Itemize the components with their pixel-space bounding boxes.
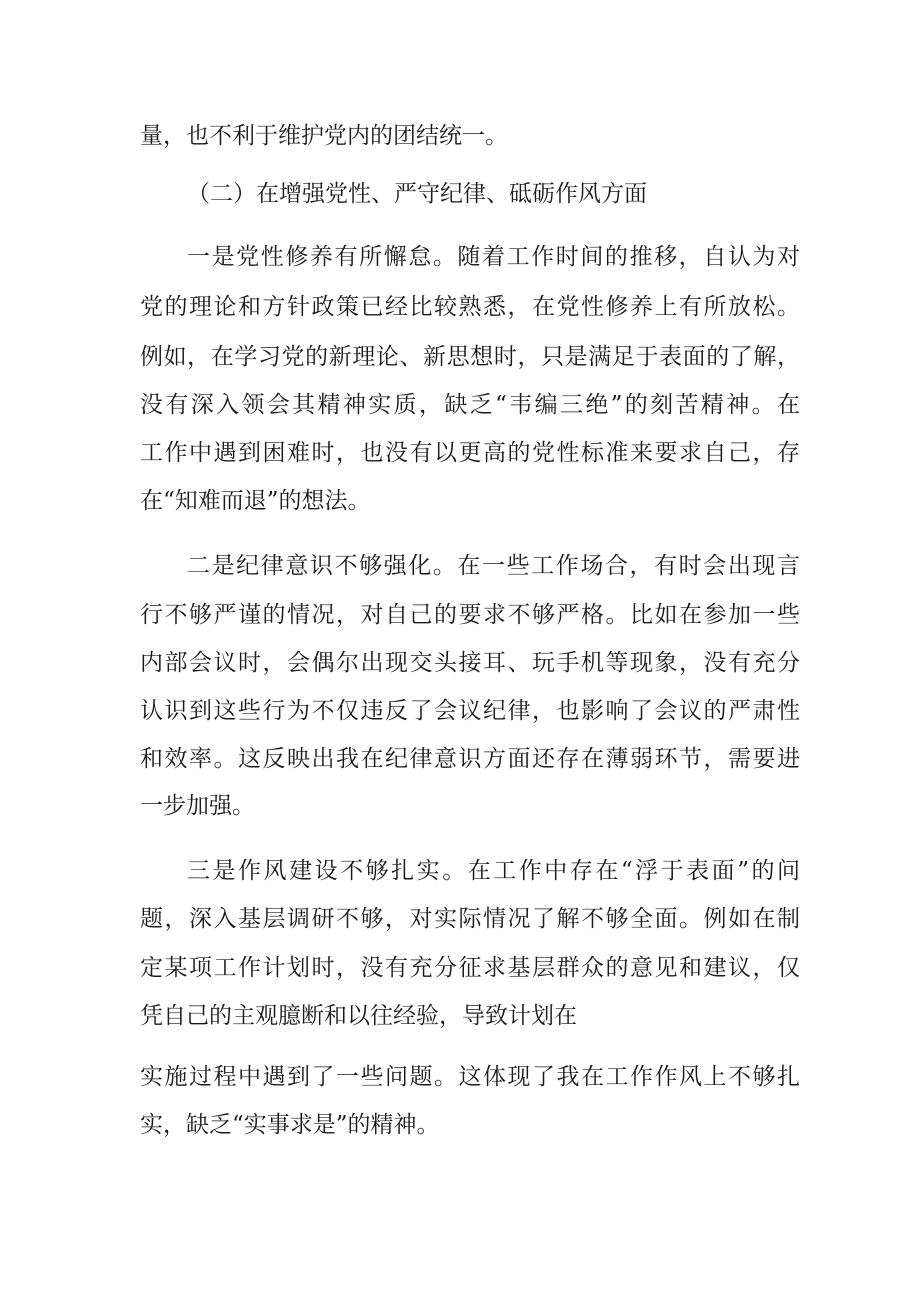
- paragraph-line: 一是党性修养有所懈怠。随着工作时间的推移，自认为对: [187, 244, 800, 270]
- paragraph-line: 在“知难而退”的想法。: [140, 488, 371, 514]
- paragraph-line: 实施过程中遇到了一些问题。这体现了我在工作作风上不够扎: [140, 1064, 800, 1090]
- paragraph-line: 量，也不利于维护党内的团结统一。: [140, 123, 508, 149]
- paragraph-line: 党的理论和方针政策已经比较熟悉，在党性修养上有所放松。: [140, 294, 800, 320]
- paragraph-line: 定某项工作计划时，没有充分征求基层群众的意见和建议，仅: [140, 955, 800, 981]
- section-heading: （二）在增强党性、严守纪律、砥砺作风方面: [187, 181, 647, 207]
- paragraph-line: 一步加强。: [140, 793, 255, 819]
- paragraph-line: 和效率。这反映出我在纪律意识方面还存在薄弱环节，需要进: [140, 746, 800, 772]
- paragraph-line: 二是纪律意识不够强化。在一些工作场合，有时会出现言: [187, 553, 800, 579]
- paragraph-line: 例如，在学习党的新理论、新思想时，只是满足于表面的了解，: [140, 344, 800, 370]
- paragraph-line: 内部会议时，会偶尔出现交头接耳、玩手机等现象，没有充分: [140, 650, 800, 676]
- paragraph-line: 工作中遇到困难时，也没有以更高的党性标准来要求自己，存: [140, 440, 800, 466]
- paragraph-line: 实，缺乏“实事求是”的精神。: [140, 1112, 440, 1138]
- paragraph-line: 没有深入领会其精神实质，缺乏“韦编三绝”的刻苦精神。在: [140, 392, 800, 418]
- paragraph-line: 凭自己的主观臆断和以往经验，导致计划在: [140, 1003, 577, 1029]
- paragraph-line: 认识到这些行为不仅违反了会议纪律，也影响了会议的严肃性: [140, 698, 800, 724]
- paragraph-line: 题，深入基层调研不够，对实际情况了解不够全面。例如在制: [140, 906, 800, 932]
- paragraph-line: 三是作风建设不够扎实。在工作中存在“浮于表面”的问: [187, 858, 800, 884]
- paragraph-line: 行不够严谨的情况，对自己的要求不够严格。比如在参加一些: [140, 602, 800, 628]
